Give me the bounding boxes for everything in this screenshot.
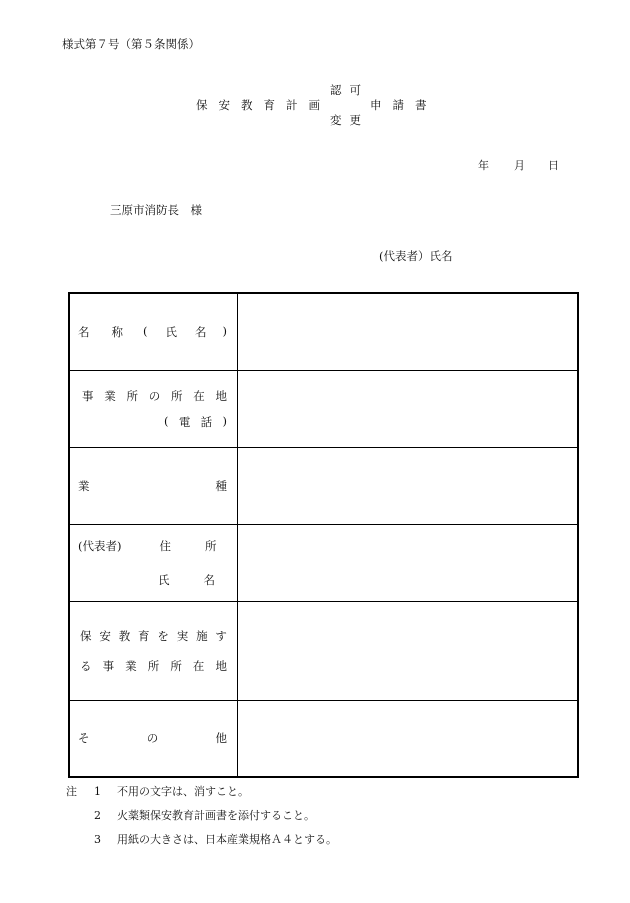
label-char: の <box>146 731 159 746</box>
note-number: 1 <box>94 785 101 798</box>
label-char: 所 <box>147 658 160 673</box>
label-char: 安 <box>99 628 111 643</box>
form-number: 様式第７号（第５条関係） <box>62 37 200 51</box>
label-char: 種 <box>215 478 227 493</box>
label-char: 住 <box>159 538 171 553</box>
note-number: 3 <box>94 833 101 846</box>
label-char: 事 <box>82 388 94 403</box>
label-name <box>69 293 238 370</box>
value-location[interactable] <box>238 370 579 447</box>
notes <box>66 780 337 852</box>
label-char: 所 <box>171 388 183 403</box>
label-char: 氏 <box>158 572 170 587</box>
row-business <box>69 447 578 524</box>
label-char: 名 <box>78 324 90 339</box>
label-char: 氏 <box>165 324 177 339</box>
label-char: 所 <box>204 538 217 553</box>
note-item <box>66 828 337 852</box>
label-char: 所 <box>126 388 138 403</box>
label-education-place <box>69 601 238 700</box>
label-char: 業 <box>104 388 116 403</box>
label-char: 教 <box>118 628 131 643</box>
label-char: 業 <box>125 658 137 673</box>
label-char: 地 <box>215 658 227 673</box>
value-business[interactable] <box>238 447 579 524</box>
label-char: 他 <box>215 731 227 746</box>
application-form-table <box>68 292 579 778</box>
label-char: 施 <box>196 628 208 643</box>
label-char: 名 <box>203 572 215 587</box>
label-other <box>69 700 238 777</box>
note-item <box>66 780 337 804</box>
label-char: 在 <box>193 388 205 403</box>
title-suffix: 申請書 <box>370 98 438 112</box>
label-prefix: (代表者) <box>78 538 122 553</box>
row-location <box>69 370 578 447</box>
applicant-name-label: (代表者）氏名 <box>379 249 453 263</box>
label-char: す <box>215 628 227 643</box>
note-text: 火薬類保安教育計画書を添付すること。 <box>117 809 315 822</box>
label-char: 実 <box>176 628 189 643</box>
title-option-change: 変更 <box>330 113 369 127</box>
label-char: 話 <box>200 414 213 429</box>
label-location <box>69 370 238 447</box>
label-char: 在 <box>192 658 205 673</box>
title-option-approval: 認可 <box>330 83 369 97</box>
label-char: 名 <box>195 324 207 339</box>
row-other <box>69 700 578 777</box>
label-char: る <box>80 658 92 673</box>
date-year: 年 <box>478 159 489 172</box>
label-char: 業 <box>78 478 90 493</box>
addressee: 三原市消防長 様 <box>110 203 202 217</box>
note-number: 2 <box>94 809 101 822</box>
label-representative <box>69 524 238 601</box>
date-day: 日 <box>548 159 559 172</box>
label-char: ) <box>222 323 227 338</box>
title-main: 保安教育計画 <box>196 98 331 112</box>
label-char: 保 <box>80 628 92 643</box>
note-text: 用紙の大きさは、日本産業規格Ａ４とする。 <box>117 833 337 846</box>
row-name <box>69 293 578 370</box>
label-char: 地 <box>215 388 227 403</box>
value-other[interactable] <box>238 700 579 777</box>
label-char: の <box>148 388 161 403</box>
value-name[interactable] <box>238 293 579 370</box>
notes-head: 注 <box>66 785 77 798</box>
label-char: 電 <box>178 414 191 429</box>
label-char: 事 <box>102 658 115 673</box>
value-representative[interactable] <box>238 524 579 601</box>
date-month: 月 <box>514 159 525 172</box>
label-char: ( <box>143 323 148 338</box>
row-representative <box>69 524 578 601</box>
label-char: 称 <box>111 324 123 339</box>
label-char: ) <box>222 413 227 428</box>
label-business <box>69 447 238 524</box>
label-char: 育 <box>138 628 150 643</box>
note-text: 不用の文字は、消すこと。 <box>117 785 249 798</box>
label-char: 所 <box>170 658 182 673</box>
note-item <box>66 804 337 828</box>
row-education-place <box>69 601 578 700</box>
value-education-place[interactable] <box>238 601 579 700</box>
label-char: そ <box>78 731 90 746</box>
label-char: を <box>157 628 169 643</box>
label-char: ( <box>164 413 169 428</box>
